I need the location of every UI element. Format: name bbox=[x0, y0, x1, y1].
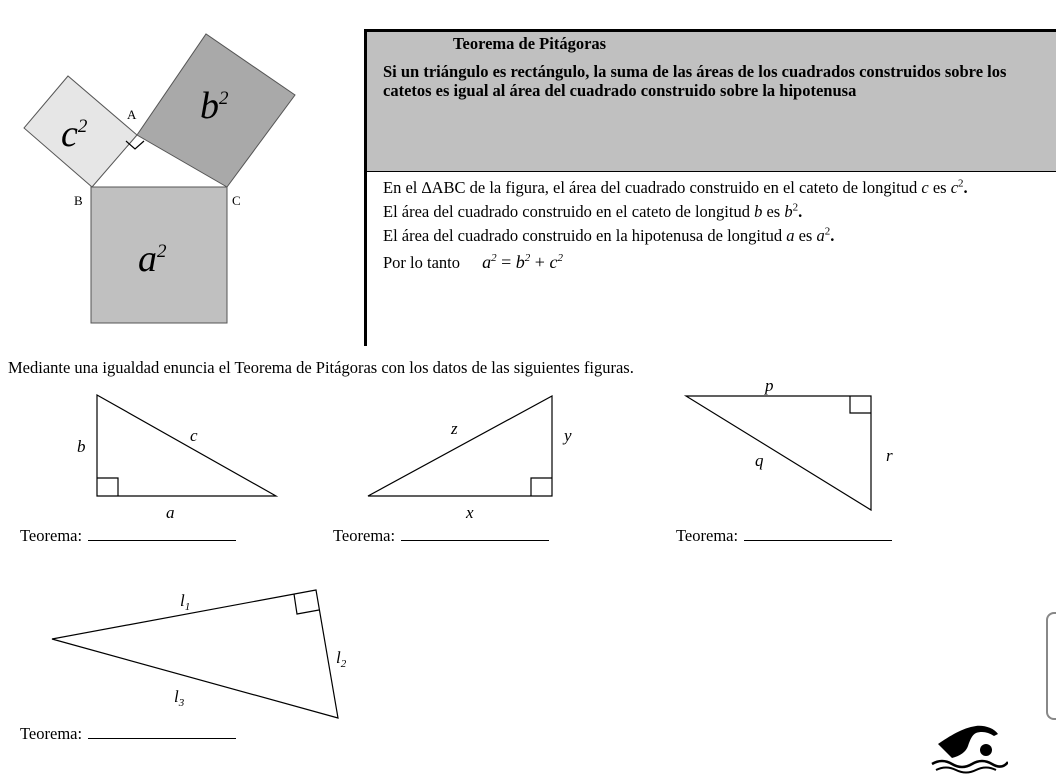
answer-3 bbox=[676, 526, 892, 546]
answer-2 bbox=[333, 526, 549, 546]
label-c2: $c^2$ bbox=[61, 113, 88, 155]
swimmer-icon bbox=[928, 716, 1008, 776]
triangle-4 bbox=[52, 590, 338, 718]
answer-2-label: Teorema: bbox=[333, 526, 396, 545]
triangle-2 bbox=[368, 396, 552, 496]
label-a2: $a^2$ bbox=[138, 238, 167, 280]
t4-label-l2: $l_2$ bbox=[336, 648, 347, 670]
body-line-2: El área del cuadrado construido en el cateto de longitud b es $b^2$. bbox=[383, 201, 803, 221]
answer-3-blank[interactable] bbox=[744, 526, 892, 541]
body-line-3: El área del cuadrado construido en la hipotenusa de longitud a es $a^2$. bbox=[383, 225, 835, 245]
t1-label-a: a bbox=[166, 503, 175, 522]
pythagoras-figure bbox=[0, 0, 360, 345]
label-b2: $b^2$ bbox=[200, 85, 229, 127]
t1-label-b: b bbox=[77, 437, 86, 456]
answer-4-label: Teorema: bbox=[20, 724, 83, 743]
answer-1 bbox=[20, 526, 236, 546]
answer-2-blank[interactable] bbox=[401, 526, 549, 541]
body-line-4: Por lo tanto $a^2 = b^2 + c^2$ bbox=[383, 252, 563, 272]
side-tab bbox=[1046, 612, 1056, 720]
triangle-1 bbox=[97, 395, 276, 496]
vertex-A: A bbox=[127, 107, 137, 122]
vertex-B: B bbox=[74, 193, 83, 208]
exercise-triangles bbox=[0, 370, 1000, 750]
t3-label-p: p bbox=[765, 376, 774, 395]
t3-label-r: r bbox=[886, 446, 893, 465]
theorem-statement: Si un triángulo es rectángulo, la suma de las áreas de los cuadrados construidos sobre los catetos es igual al área del cuadrado construido sobre la hipotenusa bbox=[383, 62, 1007, 100]
answer-3-label: Teorema: bbox=[676, 526, 739, 545]
vertex-C: C bbox=[232, 193, 241, 208]
pythagoras-equation: $a^2 = b^2 + c^2$ bbox=[482, 252, 563, 272]
t1-label-c: c bbox=[190, 426, 198, 445]
answer-1-label: Teorema: bbox=[20, 526, 83, 545]
answer-1-blank[interactable] bbox=[88, 526, 236, 541]
theorem-header bbox=[367, 32, 1056, 172]
t2-label-y: y bbox=[564, 426, 572, 445]
answer-4 bbox=[20, 724, 236, 744]
t2-label-x: x bbox=[466, 503, 474, 522]
theorem-title: Teorema de Pitágoras bbox=[453, 34, 607, 53]
triangle-3 bbox=[686, 396, 871, 510]
t4-label-l3: $l_3$ bbox=[174, 687, 185, 709]
theorem-body bbox=[367, 172, 1056, 272]
t2-label-z: z bbox=[451, 419, 458, 438]
body-line-1: En el ∆ABC de la figura, el área del cuadrado construido en el cateto de longitud c es $c^2$. bbox=[383, 177, 968, 197]
t4-label-l1: $l_1$ bbox=[180, 591, 191, 613]
theorem-box bbox=[364, 29, 1056, 346]
answer-4-blank[interactable] bbox=[88, 724, 236, 739]
t3-label-q: q bbox=[755, 451, 764, 470]
instruction-text: Mediante una igualdad enuncia el Teorema de Pitágoras con los datos de las siguientes figuras. bbox=[8, 358, 634, 377]
